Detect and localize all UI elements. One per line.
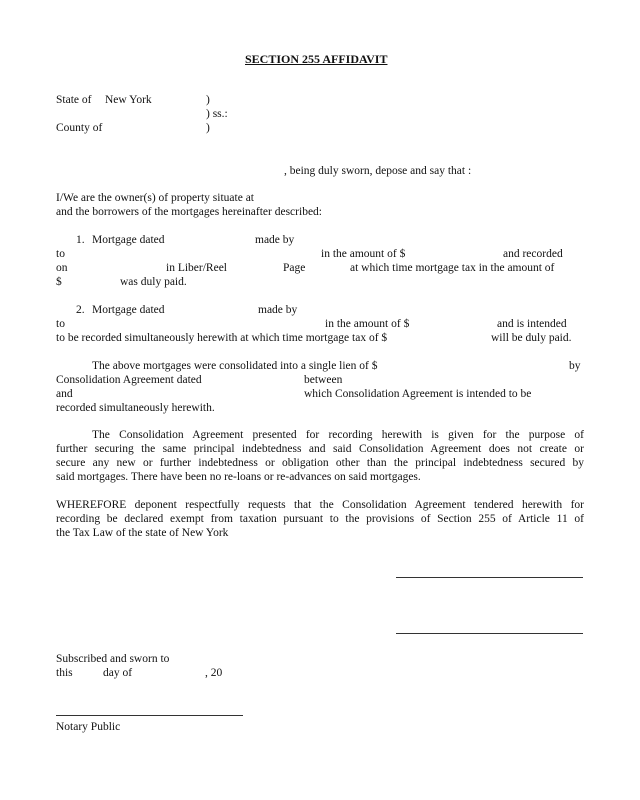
item2-made-by: made by — [258, 304, 298, 316]
item1-on: on — [56, 262, 68, 274]
item2-intended: and is intended — [497, 318, 567, 330]
item1-liber: in Liber/Reel — [166, 262, 227, 274]
item1-page: Page — [283, 262, 306, 274]
deponent-signature-line-2 — [396, 633, 583, 634]
notary-signature-line — [56, 715, 243, 716]
item2-amount: in the amount of $ — [325, 318, 410, 330]
affidavit-title: SECTION 255 AFFIDAVIT — [245, 52, 388, 66]
item1-tax-text: at which time mortgage tax in the amount of — [350, 262, 555, 274]
agreement-line-2: further securing the same principal indebtedness and said Consolidation Agreement does not create or — [56, 443, 584, 455]
agreement-line-3: secure any new or further indebtedness or obligation other than the principal indebtedness secured by — [56, 457, 584, 469]
wherefore-line-1: WHEREFORE deponent respectfully requests that the Consolidation Agreement tendered herewith for — [56, 499, 584, 511]
venue-ss: ) ss.: — [206, 108, 228, 120]
consolidated-by: by — [569, 360, 581, 372]
owners-line-1: I/We are the owner(s) of property situate at — [56, 192, 255, 204]
item1-dollar: $ — [56, 276, 62, 288]
item1-mortgage-dated: Mortgage dated — [92, 234, 165, 246]
wherefore-line-2: recording be declared exempt from taxation pursuant to the provisions of Section 255 of Article 11 of — [56, 513, 584, 525]
item1-to: to — [56, 248, 65, 260]
consolidated-between: between — [304, 374, 343, 386]
agreement-line-1: The Consolidation Agreement presented for recording herewith is given for the purpose of — [92, 429, 584, 441]
notary-public-label: Notary Public — [56, 721, 121, 733]
item1-amount: in the amount of $ — [321, 248, 406, 260]
county-label: County of — [56, 122, 103, 134]
wherefore-paragraph — [56, 498, 584, 540]
agreement-line-4: said mortgages. There have been no re-loans or re-advances on said mortgages. — [56, 471, 421, 483]
venue-paren-3: ) — [206, 122, 210, 134]
consolidated-line-2: Consolidation Agreement dated — [56, 374, 202, 386]
item1-number: 1. — [76, 234, 85, 246]
item2-number: 2. — [76, 304, 85, 316]
item1-and-recorded: and recorded — [503, 248, 563, 260]
owners-line-2: and the borrowers of the mortgages hereinafter described: — [56, 206, 322, 218]
item1-made-by: made by — [255, 234, 295, 246]
subscribed-this: this — [56, 667, 73, 679]
deponent-signature-line-1 — [396, 577, 583, 578]
state-value: New York — [105, 94, 152, 106]
item2-mortgage-dated: Mortgage dated — [92, 304, 165, 316]
consolidated-line-1: The above mortgages were consolidated into a single lien of $ — [92, 360, 378, 372]
wherefore-line-3: the Tax Law of the state of New York — [56, 527, 229, 539]
consolidated-which: which Consolidation Agreement is intended to be — [304, 388, 532, 400]
consolidated-line-4: recorded simultaneously herewith. — [56, 402, 215, 414]
item2-recorded-text: to be recorded simultaneously herewith at which time mortgage tax of $ — [56, 332, 388, 344]
item2-to: to — [56, 318, 65, 330]
subscribed-line-1: Subscribed and sworn to — [56, 653, 170, 665]
subscribed-year: , 20 — [205, 667, 223, 679]
subscribed-day-of: day of — [103, 667, 133, 679]
agreement-paragraph — [56, 428, 584, 484]
sworn-statement: , being duly sworn, depose and say that : — [284, 165, 472, 177]
consolidated-and: and — [56, 388, 73, 400]
state-label: State of — [56, 94, 92, 106]
item2-will-be-paid: will be duly paid. — [491, 332, 572, 344]
venue-paren-1: ) — [206, 94, 210, 106]
item1-paid: was duly paid. — [120, 276, 187, 288]
